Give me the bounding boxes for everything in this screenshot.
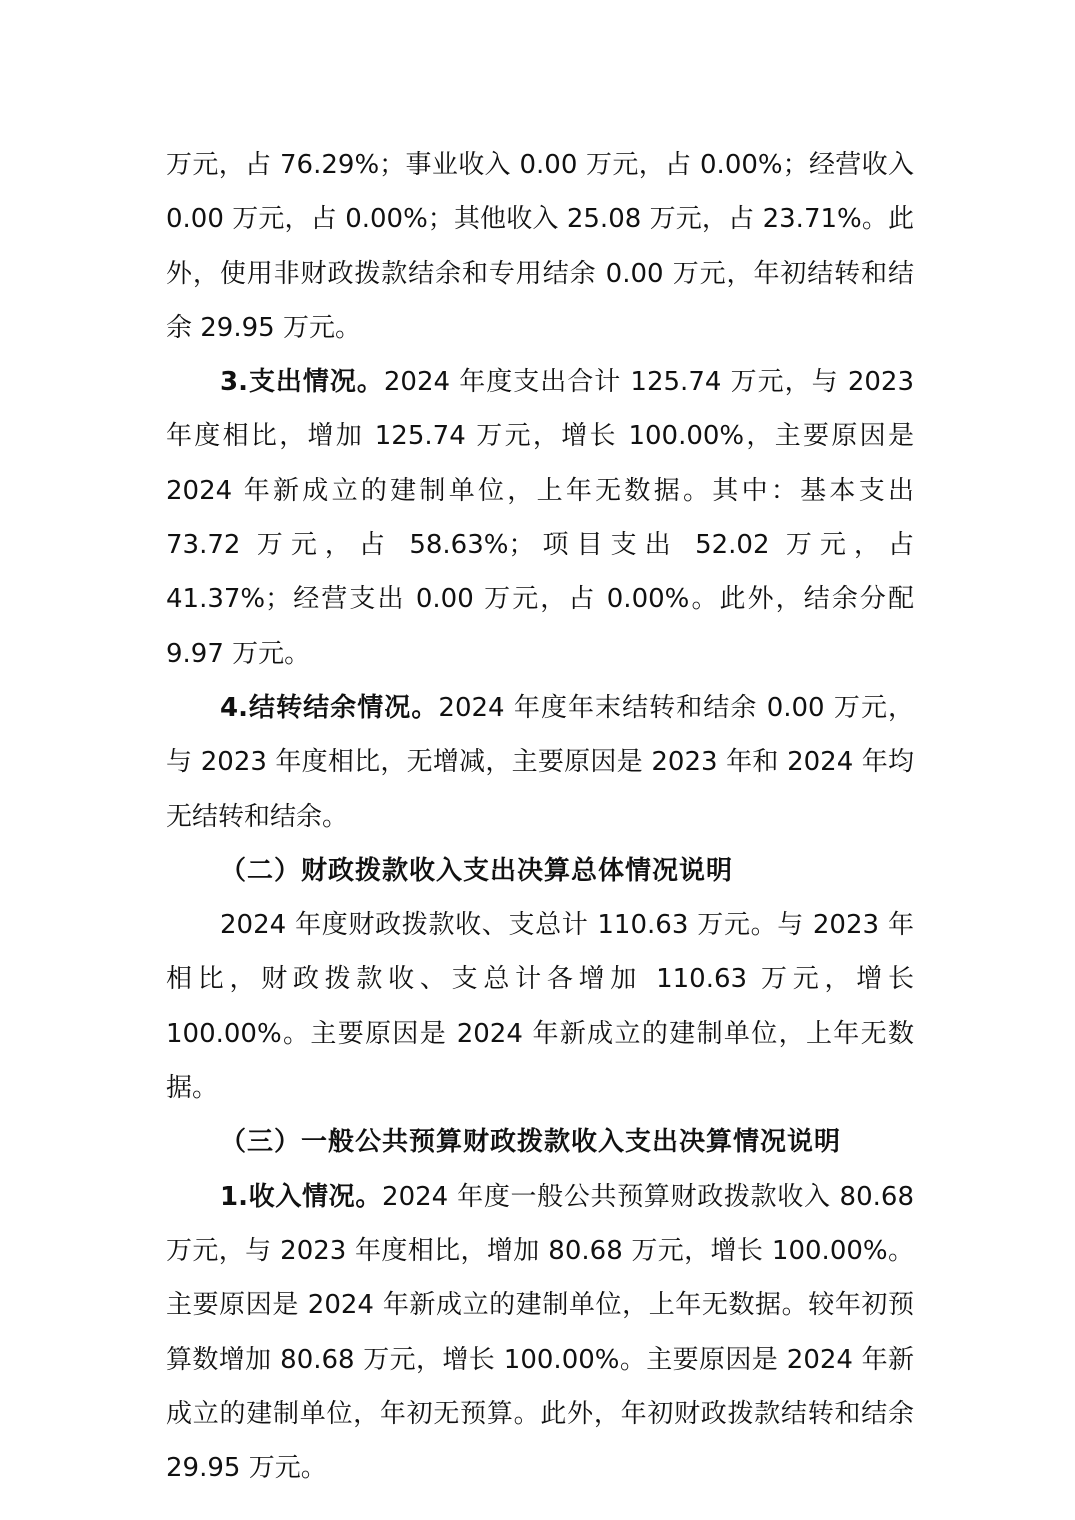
paragraph-expenditure (166, 355, 914, 681)
paragraph-title: 3.支出情况。 (220, 367, 384, 398)
paragraph-text: 万元，占 76.29%；事业收入 0.00 万元，占 0.00%；经营收入 0.00 万元，占 0.00%；其他收入 25.08 万元，占 23.71%。此外，使用非财政拨款结余和专用结余 0.00 万元，年初结转和结余 29.95 万元。 (166, 150, 914, 343)
paragraph-carryover (166, 681, 914, 844)
section-heading-general-budget: （三）一般公共预算财政拨款收入支出决算情况说明 (220, 1127, 842, 1158)
paragraph-text: 2024 年度财政拨款收、支总计 110.63 万元。与 2023 年相比，财政拨款收、支总计各增加 110.63 万元，增长 100.00%。主要原因是 2024 年新成立的建制单位，上年无数据。 (166, 910, 914, 1104)
paragraph-income-continued (166, 138, 914, 355)
paragraph-text: 2024 年度一般公共预算财政拨款收入 80.68 万元，与 2023 年度相比，增加 80.68 万元，增长 100.00%。主要原因是 2024 年新成立的建制单位，上年无数据。较年初预算数增加 80.68 万元，增长 100.00%。主要原因是 2024 年新成立的建制单位，年初无预算。此外，年初财政拨款结转和结余 29.95 万元。 (166, 1181, 914, 1484)
paragraph-general-budget-income (166, 1170, 914, 1496)
paragraph-text: 2024 年度支出合计 125.74 万元，与 2023 年度相比，增加 125.74 万元，增长 100.00%，主要原因是 2024 年新成立的建制单位，上年无数据。其中：基本支出 73.72 万元，占 58.63%；项目支出 52.02 万元，占 41.37%；经营支出 0.00 万元，占 0.00%。此外，结余分配 9.97 万元。 (166, 367, 915, 669)
paragraph-title: 1.收入情况。 (220, 1181, 383, 1212)
paragraph-text: 2024 年度年末结转和结余 0.00 万元，与 2023 年度相比，无增减，主要原因是 2023 年和 2024 年均无结转和结余。 (166, 692, 915, 832)
paragraph-title: 4.结转结余情况。 (220, 692, 439, 723)
paragraph-fiscal-overview (166, 898, 914, 1115)
section-heading-fiscal-overview: （二）财政拨款收入支出决算总体情况说明 (220, 855, 734, 886)
document-page (166, 138, 914, 1495)
